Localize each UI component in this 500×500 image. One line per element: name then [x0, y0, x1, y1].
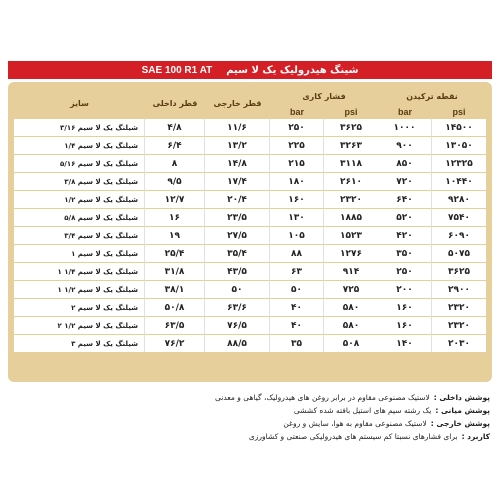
legend-line: [70, 406, 490, 419]
size-cell: شیلنگ یک لا سیم ۳/۴: [14, 226, 145, 244]
burst-psi-cell: ۷۵۴۰: [432, 208, 486, 226]
legend-line: [70, 432, 490, 445]
table-row: [14, 118, 486, 136]
working-psi-cell: ۳۶۲۵: [324, 118, 378, 136]
inner-diameter-cell: ۸: [145, 154, 205, 172]
burst-bar-cell: ۱۰۰۰: [378, 118, 432, 136]
table-row: [14, 208, 486, 226]
legend-line: [70, 419, 490, 432]
legend-key: پوشش خارجی :: [430, 419, 490, 428]
working-bar-cell: ۲۲۵: [270, 136, 324, 154]
burst-psi-cell: ۹۲۸۰: [432, 190, 486, 208]
working-psi-cell: ۵۸۰: [324, 298, 378, 316]
working-psi-cell: ۱۸۸۵: [324, 208, 378, 226]
legend-text: لاستیک مصنوعی مقاوم به هوا، سایش و روغن: [283, 419, 427, 428]
burst-bar-cell: ۱۴۰: [378, 334, 432, 352]
working-psi-cell: ۱۵۲۳: [324, 226, 378, 244]
outer-diameter-cell: ۸۸/۵: [205, 334, 270, 352]
burst-bar-cell: ۲۵۰: [378, 262, 432, 280]
burst-bar-cell: ۲۰۰: [378, 280, 432, 298]
burst-psi-cell: ۲۰۳۰: [432, 334, 486, 352]
table-row: [14, 172, 486, 190]
working-bar-cell: ۱۸۰: [270, 172, 324, 190]
inner-diameter-cell: ۱۹: [145, 226, 205, 244]
size-cell: شیلنگ یک لا سیم ۳: [14, 334, 145, 352]
working-psi-cell: ۲۳۲۰: [324, 190, 378, 208]
working-bar-cell: ۲۵۰: [270, 118, 324, 136]
working-psi-cell: ۹۱۴: [324, 262, 378, 280]
inner-diameter-cell: ۲۵/۴: [145, 244, 205, 262]
legend-key: پوشش میانی :: [435, 406, 490, 415]
outer-diameter-cell: ۵۰: [205, 280, 270, 298]
header-working-bar: bar: [289, 106, 304, 117]
table-row: [14, 262, 486, 280]
inner-diameter-cell: ۳۱/۸: [145, 262, 205, 280]
header-outer-diameter: قطر خارجی: [213, 98, 262, 108]
title-code: SAE 100 R1 AT: [141, 64, 213, 76]
burst-psi-cell: ۲۳۲۰: [432, 298, 486, 316]
working-psi-cell: ۵۸۰: [324, 316, 378, 334]
outer-diameter-cell: ۱۷/۴: [205, 172, 270, 190]
table-header-row: [14, 88, 486, 105]
legend-line: [70, 393, 490, 406]
size-cell: شیلنگ یک لا سیم ۱/۲: [14, 190, 145, 208]
burst-psi-cell: ۲۳۲۰: [432, 316, 486, 334]
size-cell: شیلنگ یک لا سیم ۱/۲ ۱: [14, 280, 145, 298]
working-bar-cell: ۱۶۰: [270, 190, 324, 208]
size-cell: شیلنگ یک لا سیم ۱: [14, 244, 145, 262]
table-row: [14, 226, 486, 244]
outer-diameter-cell: ۲۷/۵: [205, 226, 270, 244]
burst-bar-cell: ۵۲۰: [378, 208, 432, 226]
legend-text: برای فشارهای نسبتا کم سیستم های هیدرولیکی صنعتی و کشاورزی: [248, 432, 458, 441]
burst-psi-cell: ۱۲۳۲۵: [432, 154, 486, 172]
spec-table-panel: [8, 82, 492, 382]
burst-psi-cell: ۶۰۹۰: [432, 226, 486, 244]
working-bar-cell: ۵۰: [270, 280, 324, 298]
working-bar-cell: ۳۵: [270, 334, 324, 352]
table-row: [14, 334, 486, 352]
burst-psi-cell: ۱۳۰۵۰: [432, 136, 486, 154]
legend-text: لاستیک مصنوعی مقاوم در برابر روغن های هیدرولیک، گیاهی و معدنی: [214, 393, 430, 402]
working-bar-cell: ۸۸: [270, 244, 324, 262]
size-cell: شیلنگ یک لا سیم ۱/۲ ۲: [14, 316, 145, 334]
working-psi-cell: ۷۲۵: [324, 280, 378, 298]
working-psi-cell: ۱۲۷۶: [324, 244, 378, 262]
burst-psi-cell: ۱۰۴۴۰: [432, 172, 486, 190]
header-inner-diameter: قطر داخلی: [152, 98, 198, 108]
burst-bar-cell: ۱۶۰: [378, 298, 432, 316]
working-bar-cell: ۴۰: [270, 298, 324, 316]
inner-diameter-cell: ۴/۸: [145, 118, 205, 136]
burst-psi-cell: ۵۰۷۵: [432, 244, 486, 262]
header-size: سایز: [70, 98, 89, 108]
header-working-psi: psi: [344, 106, 358, 117]
working-bar-cell: ۱۰۵: [270, 226, 324, 244]
working-psi-cell: ۲۶۱۰: [324, 172, 378, 190]
outer-diameter-cell: ۱۳/۲: [205, 136, 270, 154]
burst-bar-cell: ۳۵۰: [378, 244, 432, 262]
burst-bar-cell: ۴۲۰: [378, 226, 432, 244]
outer-diameter-cell: ۲۳/۵: [205, 208, 270, 226]
table-row: [14, 154, 486, 172]
inner-diameter-cell: ۶۳/۵: [145, 316, 205, 334]
size-cell: شیلنگ یک لا سیم ۳/۸: [14, 172, 145, 190]
burst-bar-cell: ۷۲۰: [378, 172, 432, 190]
spec-table: [14, 88, 486, 352]
burst-psi-cell: ۱۴۵۰۰: [432, 118, 486, 136]
inner-diameter-cell: ۹/۵: [145, 172, 205, 190]
table-row: [14, 316, 486, 334]
burst-bar-cell: ۹۰۰: [378, 136, 432, 154]
working-psi-cell: ۳۱۱۸: [324, 154, 378, 172]
size-cell: شیلنگ یک لا سیم ۳/۱۶: [14, 118, 145, 136]
working-bar-cell: ۱۳۰: [270, 208, 324, 226]
table-row: [14, 136, 486, 154]
size-cell: شیلنگ یک لا سیم ۱/۴ ۱: [14, 262, 145, 280]
table-row: [14, 190, 486, 208]
legend-key: کاربرد :: [461, 432, 490, 441]
outer-diameter-cell: ۷۶/۵: [205, 316, 270, 334]
working-bar-cell: ۲۱۵: [270, 154, 324, 172]
outer-diameter-cell: ۱۱/۶: [205, 118, 270, 136]
outer-diameter-cell: ۱۴/۸: [205, 154, 270, 172]
size-cell: شیلنگ یک لا سیم ۵/۸: [14, 208, 145, 226]
header-burst-psi: psi: [452, 106, 466, 117]
table-row: [14, 298, 486, 316]
inner-diameter-cell: ۳۸/۱: [145, 280, 205, 298]
title-text: شینگ هیدرولیک یک لا سیم: [226, 64, 359, 76]
legend-key: پوشش داخلی :: [433, 393, 490, 402]
burst-bar-cell: ۱۶۰: [378, 316, 432, 334]
working-psi-cell: ۳۲۶۳: [324, 136, 378, 154]
header-burst: نقطه ترکیدن: [406, 92, 458, 101]
header-working-pressure: فشار کاری: [302, 92, 346, 101]
outer-diameter-cell: ۳۵/۴: [205, 244, 270, 262]
material-legend: [70, 393, 490, 445]
working-psi-cell: ۵۰۸: [324, 334, 378, 352]
burst-psi-cell: ۳۶۲۵: [432, 262, 486, 280]
working-bar-cell: ۴۰: [270, 316, 324, 334]
working-bar-cell: ۶۳: [270, 262, 324, 280]
legend-text: یک رشته سیم های استیل بافته شده کششی: [293, 406, 432, 415]
header-burst-bar: bar: [397, 106, 412, 117]
size-cell: شیلنگ یک لا سیم ۲: [14, 298, 145, 316]
burst-bar-cell: ۶۴۰: [378, 190, 432, 208]
inner-diameter-cell: ۶/۴: [145, 136, 205, 154]
outer-diameter-cell: ۴۳/۵: [205, 262, 270, 280]
size-cell: شیلنگ یک لا سیم ۵/۱۶: [14, 154, 145, 172]
inner-diameter-cell: ۱۲/۷: [145, 190, 205, 208]
outer-diameter-cell: ۶۳/۶: [205, 298, 270, 316]
title-banner: [8, 61, 492, 79]
inner-diameter-cell: ۱۶: [145, 208, 205, 226]
burst-psi-cell: ۲۹۰۰: [432, 280, 486, 298]
outer-diameter-cell: ۲۰/۴: [205, 190, 270, 208]
table-row: [14, 280, 486, 298]
burst-bar-cell: ۸۵۰: [378, 154, 432, 172]
inner-diameter-cell: ۵۰/۸: [145, 298, 205, 316]
inner-diameter-cell: ۷۶/۲: [145, 334, 205, 352]
size-cell: شیلنگ یک لا سیم ۱/۴: [14, 136, 145, 154]
table-row: [14, 244, 486, 262]
